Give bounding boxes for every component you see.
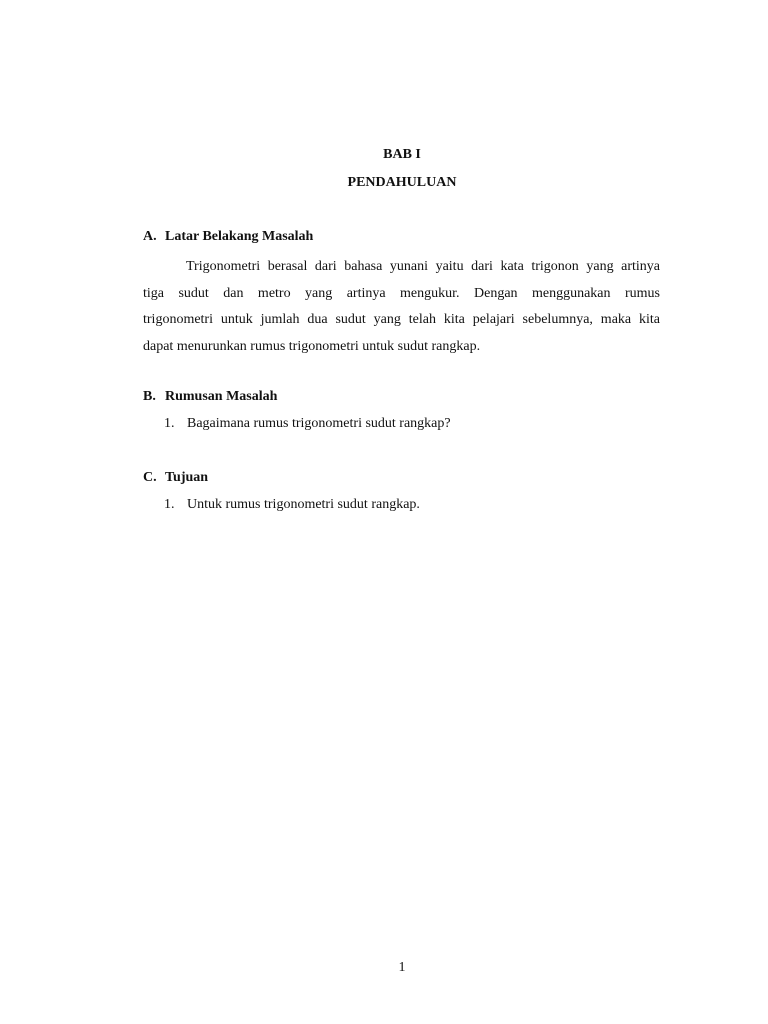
section-heading-a (143, 228, 313, 246)
paragraph-line: tiga sudut dan metro yang artinya mengukur. Dengan menggunakan rumus (143, 285, 660, 301)
page-number: 1 (398, 960, 406, 975)
section-letter: C. (143, 470, 157, 485)
list-item-text: Bagaimana rumus trigonometri sudut rangkap? (187, 416, 451, 431)
section-heading-c (143, 469, 208, 487)
list-item-number: 1. (164, 497, 175, 512)
paragraph-line: dapat menurunkan rumus trigonometri untuk sudut rangkap. (143, 338, 481, 354)
list-item (164, 496, 420, 514)
list-item-number: 1. (164, 416, 175, 431)
section-letter: A. (143, 229, 157, 244)
section-title: Tujuan (165, 470, 209, 485)
paragraph-line: Trigonometri berasal dari bahasa yunani yaitu dari kata trigonon yang artinya (186, 259, 660, 274)
section-letter: B. (143, 389, 156, 404)
paragraph-line: trigonometri untuk jumlah dua sudut yang telah kita pelajari sebelumnya, maka kita (143, 312, 660, 327)
list-item-text: Untuk rumus trigonometri sudut rangkap. (187, 497, 420, 512)
section-title: Latar Belakang Masalah (165, 229, 314, 244)
background-paragraph (143, 254, 660, 360)
section-heading-b (143, 388, 277, 406)
list-item (164, 415, 451, 433)
section-title: Rumusan Masalah (165, 389, 278, 404)
chapter-subtitle: PENDAHULUAN (347, 175, 457, 190)
chapter-title: BAB I (383, 147, 421, 162)
